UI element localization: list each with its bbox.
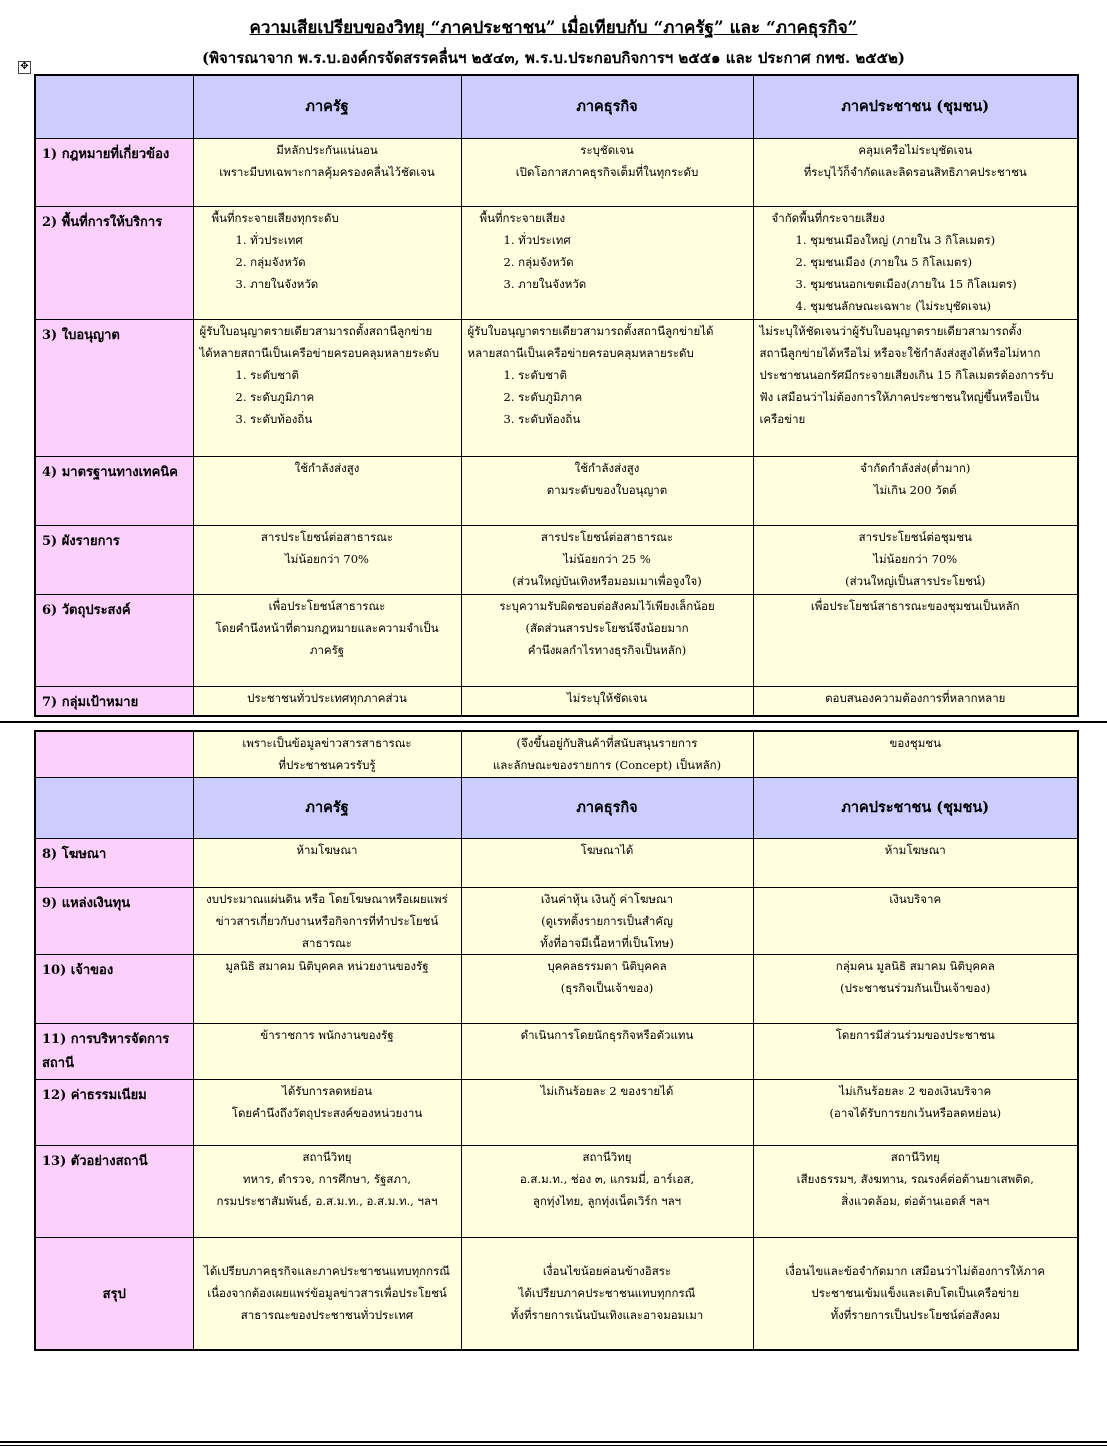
cell-line: (จึงขึ้นอยู่กับสินค้าที่สนับสนุนรายการ: [516, 736, 698, 750]
cell-state: [193, 838, 461, 887]
move-handle-icon[interactable]: ✥: [18, 61, 31, 74]
cell-line: ได้เปรียบภาคประชาชนแทบทุกกรณี: [518, 1286, 696, 1301]
continuation-state: [193, 731, 461, 777]
cell-line: ประชาชนทั่วประเทศทุกภาคส่วน: [247, 690, 407, 705]
cell-line: 3. ภายในจังหวัด: [503, 276, 587, 291]
cell-line: สถานีลูกข่ายได้หรือไม่ หรือจะใช้กำลังส่งสูงได้หรือไม่หาก: [759, 345, 1041, 360]
cell-line: ดำเนินการโดยนักธุรกิจหรือตัวแทน: [520, 1027, 694, 1042]
row-label: 3) ใบอนุญาต: [35, 319, 193, 456]
cell-line: ระบุชัดเจน: [580, 142, 634, 157]
table-row: [35, 838, 1078, 887]
cell-line: ไม่ระบุให้ชัดเจน: [566, 690, 648, 705]
cell-line: สถานีวิทยุ: [302, 1149, 352, 1164]
cell-public: [753, 1237, 1078, 1350]
cell-line: เพื่อประโยชน์สาธารณะ: [268, 598, 386, 613]
bottom-rule: [0, 1441, 1107, 1443]
cell-business: [461, 206, 753, 319]
cell-line: 3. ระดับท้องถิ่น: [235, 411, 313, 426]
table-row: [35, 525, 1078, 594]
cell-line: ผู้รับใบอนุญาตรายเดียวสามารถตั้งสถานีลูกข่าย: [199, 323, 433, 338]
cell-state: [193, 1145, 461, 1237]
cell-public: [753, 594, 1078, 686]
cell-line: 1. ทั่วประเทศ: [503, 232, 571, 247]
cell-line: 2. ระดับภูมิภาค: [503, 389, 583, 404]
cell-line: อ.ส.ม.ท., ช่อง ๓, แกรมมี่, อาร์เอส,: [519, 1171, 695, 1186]
table-header-row: [35, 75, 1078, 138]
cell-line: 2. กลุ่มจังหวัด: [235, 254, 306, 269]
table-row: [35, 319, 1078, 456]
cell-line: โฆษณาได้: [580, 842, 634, 857]
header-business: ภาคธุรกิจ: [461, 75, 753, 138]
cell-line: ทั้งที่รายการเป็นประโยชน์ต่อสังคม: [830, 1308, 1000, 1323]
cell-line: คำนึงผลกำไรทางธุรกิจเป็นหลัก): [527, 642, 687, 657]
table-row: [35, 138, 1078, 206]
cell-line: ได้หลายสถานีเป็นเครือข่ายครอบคลุมหลายระดับ: [199, 345, 440, 360]
table-header-row-repeat: [35, 777, 1078, 838]
cell-business: [461, 1079, 753, 1145]
cell-line: งบประมาณแผ่นดิน หรือ โดยโฆษณาหรือเผยแพร่: [206, 891, 448, 906]
cell-line: เปิดโอกาสภาคธุรกิจเต็มที่ในทุกระดับ: [515, 164, 699, 179]
cell-line: ใช้กำลังส่งสูง: [574, 460, 640, 475]
cell-line: 2. ระดับภูมิภาค: [235, 389, 315, 404]
document-title: ความเสียเปรียบของวิทยุ “ภาคประชาชน” เมื่อเทียบกับ “ภาครัฐ” และ “ภาคธุรกิจ”: [249, 18, 858, 38]
comparison-table-part1: [34, 74, 1079, 717]
cell-line: ห้ามโฆษณา: [296, 842, 358, 857]
cell-line: สารประโยชน์ต่อชุมชน: [858, 529, 972, 544]
cell-business: [461, 525, 753, 594]
cell-line: 3. ภายในจังหวัด: [235, 276, 319, 291]
cell-state: [193, 686, 461, 716]
cell-line: สาธารณะ: [302, 935, 352, 950]
cell-line: ไม่เกินร้อยละ 2 ของรายได้: [540, 1083, 674, 1098]
cell-line: ของชุมชน: [889, 736, 941, 750]
cell-line: 1. ทั่วประเทศ: [235, 232, 303, 247]
cell-business: [461, 319, 753, 456]
row-label: 4) มาตรฐานทางเทคนิค: [35, 456, 193, 525]
cell-line: สถานีวิทยุ: [582, 1149, 632, 1164]
table-row: [35, 594, 1078, 686]
continuation-row: [35, 731, 1078, 777]
cell-line: ทหาร, ตำรวจ, การศึกษา, รัฐสภา,: [242, 1171, 412, 1186]
cell-line: (ส่วนใหญ่บันเทิงหรือมอมเมาเพื่อจูงใจ): [512, 573, 702, 588]
cell-line: ฟัง เสมือนว่าไม่ต้องการให้ภาคประชาชนใหญ่ขึ้นหรือเป็น: [759, 389, 1040, 404]
cell-line: สิ่งแวดล้อม, ต่อต้านเอดส์ ฯลฯ: [841, 1193, 990, 1208]
cell-line: จำกัดพื้นที่กระจายเสียง: [771, 210, 885, 225]
cell-line: 1. ระดับชาติ: [503, 367, 567, 382]
document-subtitle: (พิจารณาจาก พ.ร.บ.องค์กรจัดสรรคลื่นฯ ๒๕๔๓, พ.ร.บ.ประกอบกิจการฯ ๒๕๕๑ และ ประกาศ กทช. ๒๕๕๒): [202, 49, 905, 67]
cell-state: [193, 887, 461, 954]
cell-state: [193, 319, 461, 456]
cell-state: [193, 525, 461, 594]
table-row: [35, 456, 1078, 525]
cell-line: โดยการมีส่วนร่วมของประชาชน: [835, 1027, 995, 1042]
table-row: [35, 954, 1078, 1023]
cell-business: [461, 887, 753, 954]
cell-business: [461, 686, 753, 716]
cell-line: เงื่อนไขน้อยค่อนข้างอิสระ: [542, 1264, 672, 1279]
cell-line: เพราะมีบทเฉพาะกาลคุ้มครองคลื่นไว้ชัดเจน: [219, 164, 435, 179]
cell-line: (สัดส่วนสารประโยชน์จึงน้อยมาก: [525, 620, 689, 635]
cell-line: หลายสถานีเป็นเครือข่ายครอบคลุมหลายระดับ: [467, 345, 694, 360]
row-label: 2) พื้นที่การให้บริการ: [35, 206, 193, 319]
cell-line: ไม่น้อยกว่า 70%: [285, 551, 369, 566]
cell-public: [753, 887, 1078, 954]
cell-line: ที่ระบุไว้ก็จำกัดและลิดรอนสิทธิภาคประชาชน: [803, 164, 1027, 179]
cell-public: [753, 1145, 1078, 1237]
cell-line: เนื่องจากต้องเผยแพร่ข้อมูลข่าวสารเพื่อประโยชน์: [207, 1286, 447, 1301]
cell-line: ผู้รับใบอนุญาตรายเดียวสามารถตั้งสถานีลูกข่ายได้: [467, 323, 714, 338]
cell-line: ไม่ระบุให้ชัดเจนว่าผู้รับใบอนุญาตรายเดียวสามารถตั้ง: [759, 323, 1022, 338]
cell-public: [753, 319, 1078, 456]
table-row: [35, 887, 1078, 954]
cell-line: (ส่วนใหญ่เป็นสารประโยชน์): [845, 573, 986, 588]
row-label: 9) แหล่งเงินทุน: [35, 887, 193, 954]
cell-line: เพื่อประโยชน์สาธารณะของชุมชนเป็นหลัก: [810, 598, 1020, 613]
continuation-business: [461, 731, 753, 777]
cell-line: เครือข่าย: [759, 411, 806, 426]
cell-line: สาธารณะของประชาชนทั่วประเทศ: [240, 1308, 414, 1323]
cell-line: ประชาชนเข้มแข็งและเติบโตเป็นเครือข่าย: [811, 1286, 1020, 1301]
cell-line: กรมประชาสัมพันธ์, อ.ส.ม.ท., อ.ส.ม.ท., ฯลฯ: [216, 1193, 438, 1208]
cell-line: ตามระดับของใบอนุญาต: [546, 482, 668, 497]
cell-line: ห้ามโฆษณา: [884, 842, 946, 857]
cell-line: ไม่เกิน 200 วัตต์: [873, 482, 957, 497]
cell-public: [753, 1079, 1078, 1145]
cell-line: ไม่เกินร้อยละ 2 ของเงินบริจาค: [839, 1083, 992, 1098]
cell-line: 4. ชุมชนลักษณะเฉพาะ (ไม่ระบุชัดเจน): [795, 298, 992, 313]
cell-line: ภาครัฐ: [309, 642, 345, 657]
row-label: 10) เจ้าของ: [35, 954, 193, 1023]
cell-state: [193, 456, 461, 525]
cell-line: 3. ระดับท้องถิ่น: [503, 411, 581, 426]
table-row: [35, 1079, 1078, 1145]
cell-state: [193, 1023, 461, 1079]
cell-line: เงื่อนไขและข้อจำกัดมาก เสมือนว่าไม่ต้องการให้ภาค: [785, 1264, 1046, 1279]
row-label: 7) กลุ่มเป้าหมาย: [35, 686, 193, 716]
row-label: 1) กฎหมายที่เกี่ยวข้อง: [35, 138, 193, 206]
cell-line: ใช้กำลังส่งสูง: [294, 460, 360, 475]
header-public: ภาคประชาชน (ชุมชน): [753, 75, 1078, 138]
cell-line: (ธุรกิจเป็นเจ้าของ): [560, 980, 654, 995]
cell-public: [753, 838, 1078, 887]
row-label: 8) โฆษณา: [35, 838, 193, 887]
cell-line: 2. กลุ่มจังหวัด: [503, 254, 574, 269]
cell-line: บุคคลธรรมดา นิติบุคคล: [547, 958, 667, 973]
header-corner: [35, 777, 193, 838]
cell-public: [753, 1023, 1078, 1079]
cell-public: [753, 138, 1078, 206]
cell-line: และลักษณะของรายการ (Concept) เป็นหลัก): [492, 758, 722, 772]
row-label-empty: [35, 731, 193, 777]
cell-state: [193, 594, 461, 686]
header-state: ภาครัฐ: [193, 777, 461, 838]
row-label: 5) ผังรายการ: [35, 525, 193, 594]
bottom-rule-thin: [0, 1445, 1107, 1446]
cell-public: [753, 456, 1078, 525]
cell-line: พื้นที่กระจายเสียงทุกระดับ: [211, 210, 339, 225]
cell-public: [753, 525, 1078, 594]
cell-state: [193, 206, 461, 319]
header-state: ภาครัฐ: [193, 75, 461, 138]
cell-line: สถานีวิทยุ: [890, 1149, 940, 1164]
cell-business: [461, 954, 753, 1023]
cell-business: [461, 1023, 753, 1079]
row-label: 13) ตัวอย่างสถานี: [35, 1145, 193, 1237]
cell-line: เพราะเป็นข้อมูลข่าวสารสาธารณะ: [242, 736, 412, 750]
cell-line: โดยคำนึงหน้าที่ตามกฎหมายและความจำเป็น: [215, 620, 439, 635]
cell-state: [193, 1079, 461, 1145]
header-corner: [35, 75, 193, 138]
cell-line: ตอบสนองความต้องการที่หลากหลาย: [825, 690, 1006, 705]
cell-business: [461, 1145, 753, 1237]
cell-line: ได้เปรียบภาคธุรกิจและภาคประชาชนแทบทุกกรณี: [204, 1264, 450, 1279]
cell-business: [461, 594, 753, 686]
cell-line: ข่าวสารเกี่ยวกับงานหรือกิจการที่ทำประโยชน์: [215, 913, 439, 928]
table-row: [35, 1237, 1078, 1350]
continuation-public: [753, 731, 1078, 777]
table-row: [35, 1145, 1078, 1237]
cell-line: คลุมเครือไม่ระบุชัดเจน: [858, 142, 973, 157]
cell-line: 3. ชุมชนนอกเขตเมือง(ภายใน 15 กิโลเมตร): [795, 276, 1017, 291]
cell-business: [461, 1237, 753, 1350]
cell-line: ประชาชนนอกรัศมีกระจายเสียงเกิน 15 กิโลเมตรต้องการรับ: [759, 367, 1054, 382]
comparison-table-part2: [34, 730, 1079, 1351]
header-public: ภาคประชาชน (ชุมชน): [753, 777, 1078, 838]
cell-state: [193, 954, 461, 1023]
cell-line: 1. ระดับชาติ: [235, 367, 299, 382]
row-label: 12) ค่าธรรมเนียม: [35, 1079, 193, 1145]
cell-public: [753, 686, 1078, 716]
cell-line: สารประโยชน์ต่อสาธารณะ: [260, 529, 394, 544]
row-label: 11) การบริหารจัดการสถานี: [35, 1023, 193, 1079]
row-label: 6) วัตถุประสงค์: [35, 594, 193, 686]
cell-line: เงินบริจาค: [889, 891, 942, 906]
cell-public: [753, 954, 1078, 1023]
cell-line: ทั้งที่รายการเน้นบันเทิงและอาจมอมเมา: [510, 1308, 704, 1323]
cell-line: (อาจได้รับการยกเว้นหรือลดหย่อน): [829, 1105, 1002, 1120]
cell-business: [461, 456, 753, 525]
cell-line: กลุ่มคน มูลนิธิ สมาคม นิติบุคคล: [835, 958, 995, 973]
cell-line: สารประโยชน์ต่อสาธารณะ: [540, 529, 674, 544]
cell-line: ได้รับการลดหย่อน: [282, 1083, 372, 1098]
page-break-line: [0, 721, 1107, 723]
cell-line: พื้นที่กระจายเสียง: [479, 210, 566, 225]
cell-line: มูลนิธิ สมาคม นิติบุคคล หน่วยงานของรัฐ: [225, 958, 429, 973]
table-row: [35, 206, 1078, 319]
cell-public: [753, 206, 1078, 319]
cell-state: [193, 138, 461, 206]
cell-line: มีหลักประกันแน่นอน: [276, 142, 378, 157]
cell-line: (ดูเรทติ้งรายการเป็นสำคัญ: [541, 913, 673, 928]
cell-state: [193, 1237, 461, 1350]
cell-line: ไม่น้อยกว่า 70%: [873, 551, 958, 566]
cell-business: [461, 838, 753, 887]
cell-line: โดยคำนึงถึงวัตถุประสงค์ของหน่วยงาน: [231, 1105, 423, 1120]
cell-line: ไม่น้อยกว่า 25 %: [563, 551, 651, 566]
cell-line: เงินค่าหุ้น เงินกู้ ค่าโฆษณา: [540, 891, 674, 906]
cell-line: ข้าราชการ พนักงานของรัฐ: [260, 1027, 394, 1042]
cell-line: 2. ชุมชนเมือง (ภายใน 5 กิโลเมตร): [795, 254, 973, 269]
cell-line: 1. ชุมชนเมืองใหญ่ (ภายใน 3 กิโลเมตร): [795, 232, 996, 247]
row-label: สรุป: [35, 1237, 193, 1350]
header-business: ภาคธุรกิจ: [461, 777, 753, 838]
table-row: [35, 1023, 1078, 1079]
cell-line: (ประชาชนร่วมกันเป็นเจ้าของ): [840, 980, 991, 995]
cell-business: [461, 138, 753, 206]
cell-line: จำกัดกำลังส่ง(ต่ำมาก): [860, 460, 971, 475]
cell-line: ที่ประชาชนควรรับรู้: [278, 758, 376, 772]
cell-line: เสียงธรรมฯ, สังฆทาน, รณรงค์ต่อต้านยาเสพติด,: [796, 1171, 1034, 1186]
table-row: [35, 686, 1078, 716]
cell-line: ทั้งที่อาจมีเนื้อหาที่เป็นโทษ): [540, 935, 674, 950]
cell-line: ลูกทุ่งไทย, ลูกทุ่งเน็ตเวิร์ก ฯลฯ: [532, 1193, 682, 1208]
cell-line: ระบุความรับผิดชอบต่อสังคมไว้เพียงเล็กน้อย: [499, 598, 715, 613]
